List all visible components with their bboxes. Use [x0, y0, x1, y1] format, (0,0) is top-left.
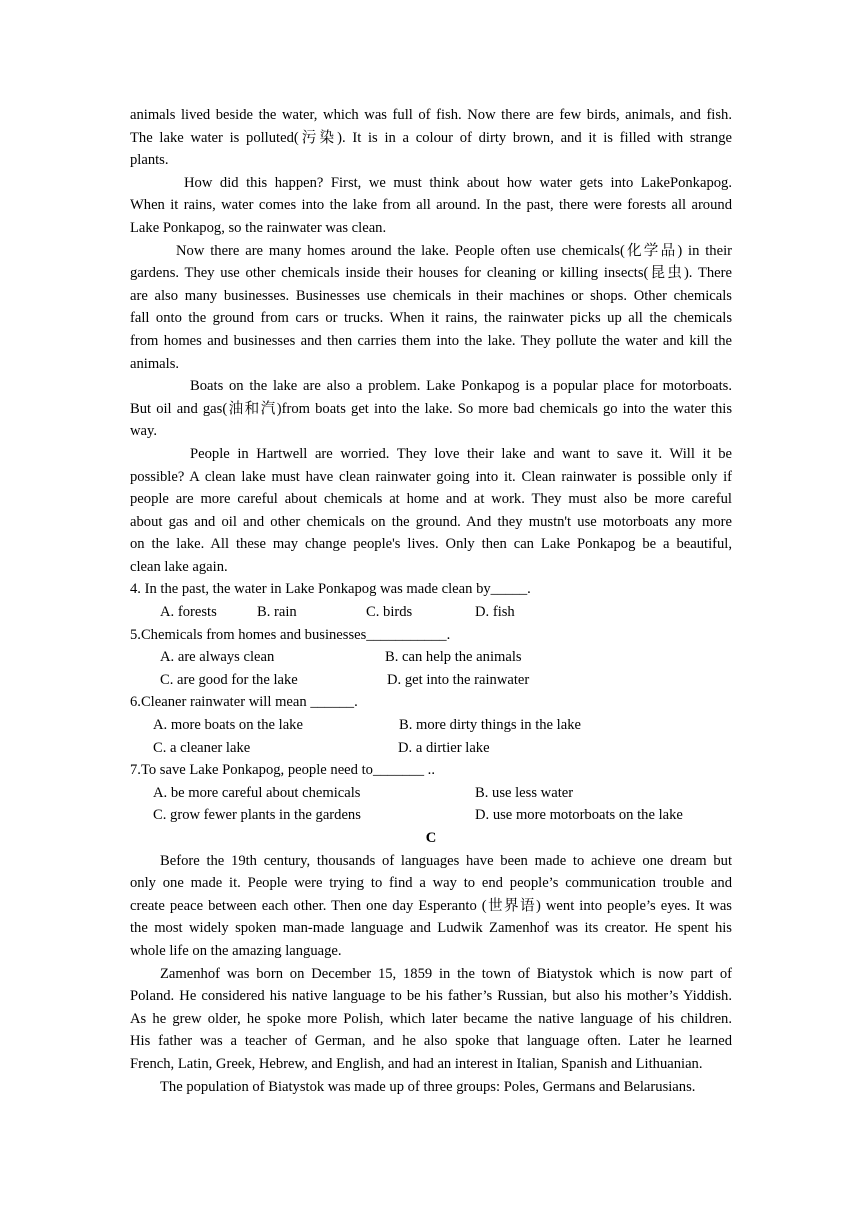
- option-row: [130, 669, 732, 692]
- text-line: animals.: [130, 355, 180, 372]
- text-line: the most widely spoken man-made language and Ludwik Zamenhof was its creator. He spent his: [130, 920, 732, 937]
- option-row: [130, 737, 732, 760]
- text-line: are also many businesses. Businesses use chemicals in their machines or shops. Other chemicals: [130, 287, 732, 304]
- text-line: people are more careful about chemicals at home and at work. They must also be more careful: [130, 491, 732, 508]
- text-line: The lake water is polluted(污染). It is in a colour of dirty brown, and it is filled with strange: [130, 129, 732, 146]
- text-line: Lake Ponkapog, so the rainwater was clean.: [130, 219, 387, 236]
- text-line: clean lake again.: [130, 558, 228, 575]
- text-line: whole life on the amazing language.: [130, 942, 342, 959]
- option-row: [130, 782, 732, 805]
- answer-option[interactable]: B. rain: [257, 604, 297, 621]
- answer-option[interactable]: C. are good for the lake: [160, 671, 298, 688]
- text-line: But oil and gas(油和汽)from boats get into the lake. So more bad chemicals go into the water this: [130, 400, 732, 417]
- passage-b: [130, 104, 732, 578]
- answer-option[interactable]: D. fish: [475, 604, 515, 621]
- text-line: gardens. They use other chemicals inside their houses for cleaning or killing insects(昆虫). There: [130, 265, 732, 282]
- answer-option[interactable]: B. use less water: [475, 784, 574, 801]
- answer-option[interactable]: B. can help the animals: [385, 649, 522, 666]
- paragraph: [130, 1076, 732, 1099]
- section-c-heading: C: [425, 830, 437, 846]
- option-row: [130, 804, 732, 827]
- text-line: The population of Biatystok was made up of three groups: Poles, Germans and Belarusians.: [160, 1078, 696, 1095]
- text-line: possible? A clean lake must have clean rainwater going into it. Clean rainwater is possible only if: [130, 468, 732, 485]
- option-row: [130, 646, 732, 669]
- paragraph: [130, 240, 732, 376]
- answer-option[interactable]: A. be more careful about chemicals: [153, 784, 361, 801]
- question-item: [130, 578, 732, 623]
- text-line: only one made it. People were trying to find a way to end people’s communication trouble and: [130, 875, 732, 892]
- paragraph: [130, 172, 732, 240]
- question-stem: 5.Chemicals from homes and businesses___________.: [130, 626, 451, 643]
- text-line: create peace between each other. Then one day Esperanto (世界语) went into people’s eyes. It was: [130, 897, 732, 914]
- paragraph: [130, 963, 732, 1076]
- text-line: People in Hartwell are worried. They love their lake and want to save it. Will it be: [190, 445, 732, 462]
- question-stem: 6.Cleaner rainwater will mean ______.: [130, 694, 358, 711]
- paragraph: [130, 375, 732, 443]
- document-page: [130, 104, 732, 1098]
- text-line: Now there are many homes around the lake. People often use chemicals(化学品) in their: [176, 242, 732, 259]
- text-line: fall onto the ground from cars or trucks. When it rains, the rainwater picks up all the chemicals: [130, 310, 732, 327]
- question-list: [130, 578, 732, 827]
- text-line: Zamenhof was born on December 15, 1859 in the town of Biatystok which is now part of: [160, 965, 732, 982]
- answer-option[interactable]: A. more boats on the lake: [153, 717, 303, 734]
- text-line: plants.: [130, 152, 169, 169]
- question-stem: 7.To save Lake Ponkapog, people need to_______ ..: [130, 762, 435, 779]
- text-line: Boats on the lake are also a problem. Lake Ponkapog is a popular place for motorboats.: [190, 378, 732, 395]
- option-row: [130, 601, 732, 624]
- text-line: way.: [130, 423, 158, 440]
- option-row: [130, 714, 732, 737]
- answer-option[interactable]: D. use more motorboats on the lake: [475, 807, 683, 824]
- answer-option[interactable]: C. a cleaner lake: [153, 739, 251, 756]
- answer-option[interactable]: A. forests: [160, 604, 217, 621]
- text-line: on the lake. All these may change people's lives. Only then can Lake Ponkapog be a beautiful,: [130, 536, 732, 553]
- answer-option[interactable]: B. more dirty things in the lake: [399, 717, 581, 734]
- text-line: Before the 19th century, thousands of languages have been made to achieve one dream but: [160, 852, 732, 869]
- text-line: French, Latin, Greek, Hebrew, and English, and had an interest in Italian, Spanish and Lithuanian.: [130, 1055, 703, 1072]
- text-line: When it rains, water comes into the lake from all around. In the past, there were forests all around: [130, 197, 732, 214]
- text-line: animals lived beside the water, which was full of fish. Now there are few birds, animals, and fish.: [130, 107, 732, 123]
- question-item: [130, 691, 732, 759]
- text-line: How did this happen? First, we must think about how water gets into LakePonkapog.: [184, 174, 732, 191]
- answer-option[interactable]: A. are always clean: [160, 649, 275, 666]
- paragraph: [130, 443, 732, 579]
- question-item: [130, 624, 732, 692]
- answer-option[interactable]: D. get into the rainwater: [387, 671, 530, 688]
- text-line: As he grew older, he spoke more Polish, which later became the native language of his children.: [130, 1010, 732, 1027]
- text-line: about gas and oil and other chemicals on the ground. And they mustn't use motorboats any more: [130, 513, 732, 530]
- paragraph: [130, 104, 732, 172]
- answer-option[interactable]: C. grow fewer plants in the gardens: [153, 807, 361, 824]
- question-item: [130, 759, 732, 827]
- text-line: His father was a teacher of German, and he also spoke that language often. Later he learned: [130, 1033, 732, 1050]
- passage-c: [130, 850, 732, 1099]
- question-stem: 4. In the past, the water in Lake Ponkapog was made clean by_____.: [130, 581, 531, 598]
- paragraph: [130, 850, 732, 963]
- text-line: from homes and businesses and then carries them into the lake. They pollute the water and kill the: [130, 332, 732, 349]
- answer-option[interactable]: D. a dirtier lake: [398, 739, 490, 756]
- answer-option[interactable]: C. birds: [366, 604, 413, 621]
- text-line: Poland. He considered his native language to be his father’s Russian, but also his mother’s Yiddish.: [130, 988, 732, 1005]
